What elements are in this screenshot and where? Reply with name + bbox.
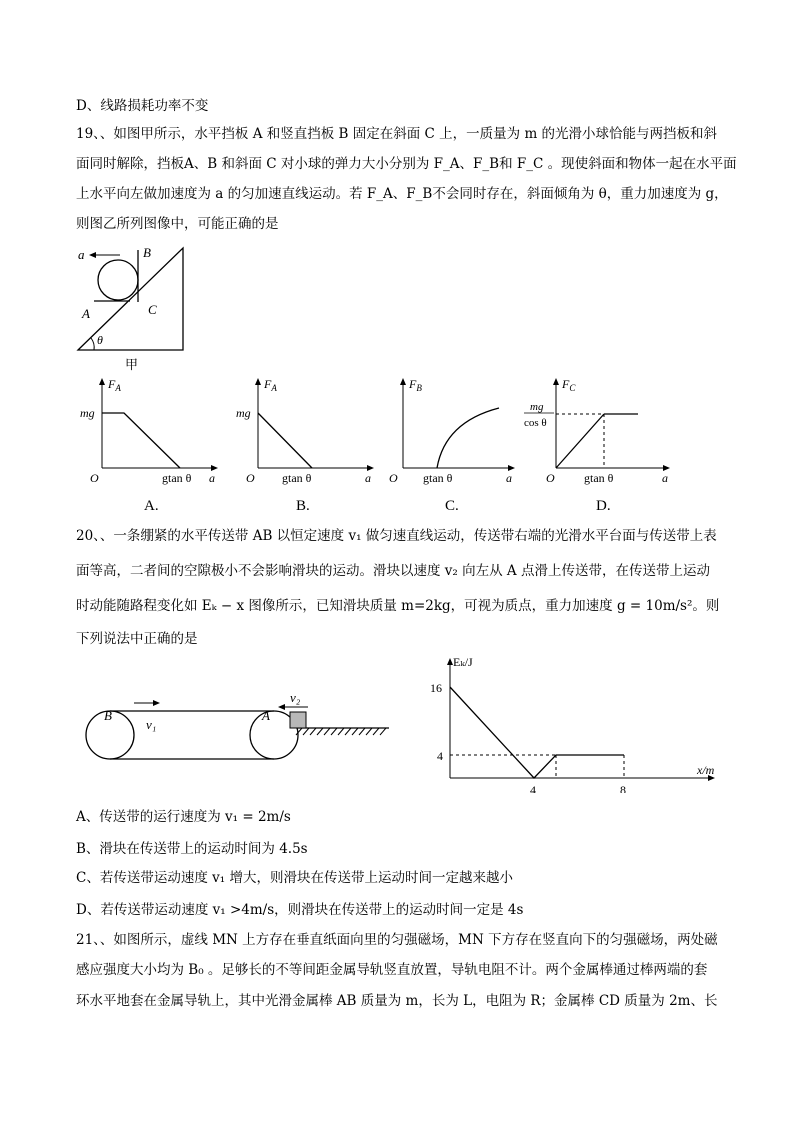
ek-tick-4: 4 <box>437 749 443 763</box>
slider-block <box>290 712 306 728</box>
option-a-label: A. <box>144 498 159 514</box>
q20-option-c: C、若传送带运动速度 v₁ 增大，则滑块在传送带上运动时间一定越来越小 <box>76 870 513 886</box>
q19-figure-jia <box>70 240 200 375</box>
q19-stem-line4: 则图乙所列图像中，可能正确的是 <box>76 216 279 232</box>
q20-option-d: D、若传送带运动速度 v₁ >4m/s，则滑块在传送带上的运动时间一定是 4s <box>76 902 524 918</box>
option-d-label: D. <box>596 498 611 514</box>
svg-text:O: O <box>546 471 555 485</box>
x-tick-4: 4 <box>530 783 536 793</box>
ek-ylabel: Eₖ/J <box>453 655 473 669</box>
svg-text:A: A <box>262 708 270 723</box>
q18-option-d: D、线路损耗功率不变 <box>76 98 209 114</box>
q20-option-a: A、传送带的运行速度为 v₁ = 2m/s <box>76 809 291 825</box>
svg-text:mg: mg <box>236 406 251 420</box>
ek-tick-16: 16 <box>430 681 442 695</box>
fig-label-theta: θ <box>97 333 103 347</box>
fig-caption: 甲 <box>125 357 139 372</box>
svg-text:a: a <box>662 471 668 485</box>
svg-text:v₁: v₁ <box>146 717 157 732</box>
svg-text:a: a <box>506 471 512 485</box>
svg-text:O: O <box>389 471 398 485</box>
q19-graph-a <box>76 372 226 517</box>
q19-stem-line2: 面同时解除，挡板A、B 和斜面 C 对小球的弹力大小分别为 F_A、F_B和 F_C 。现使斜面和物体一起在水平面 <box>76 156 737 172</box>
svg-text:cos θ: cos θ <box>524 417 547 429</box>
q19-stem-line3: 上水平向左做加速度为 a 的匀加速直线运动。若 F_A、F_B不会同时存在，斜面倾角为 θ，重力加速度为 g， <box>76 186 728 202</box>
graph-d-ylabel: $F_C$ <box>562 377 576 393</box>
graph-c-ylabel: $F_B$ <box>409 377 422 393</box>
x-tick-8: 8 <box>620 783 626 793</box>
svg-text:gtan θ: gtan θ <box>162 471 192 485</box>
fig-label-a: a <box>78 247 85 262</box>
q21-stem-line1: 21、、如图所示，虚线 MN 上方存在垂直纸面向里的匀强磁场，MN 下方存在竖直向下的匀强磁场，两处磁 <box>76 932 718 948</box>
svg-text:gtan θ: gtan θ <box>282 471 312 485</box>
q21-stem-line3: 环水平地套在金属导轨上，其中光滑金属棒 AB 质量为 m，长为 L，电阻为 R；金属棒 CD 质量为 2m、长 <box>76 993 718 1009</box>
q19-stem-line1: 19、、如图甲所示，水平挡板 A 和竖直挡板 B 固定在斜面 C 上，一质量为 m 的光滑小球恰能与两挡板和斜 <box>76 126 718 142</box>
svg-text:mg: mg <box>80 406 95 420</box>
q20-ek-x-graph <box>425 648 735 793</box>
svg-text:O: O <box>246 471 255 485</box>
svg-text:B: B <box>104 708 112 723</box>
q21-stem-line2: 感应强度大小均为 B₀ 。足够长的不等间距金属导轨竖直放置，导轨电阻不计。两个金属棒通过棒两端的套 <box>76 962 708 978</box>
option-c-label: C. <box>445 498 459 514</box>
svg-text:a: a <box>365 471 371 485</box>
fig-label-a-board: A <box>82 306 90 321</box>
x-axis-label: x/m <box>697 763 715 777</box>
q20-stem-line2: 面等高，二者间的空隙极小不会影响滑块的运动。滑块以速度 v₂ 向左从 A 点滑上传送带，在传送带上运动 <box>76 563 710 579</box>
q19-graph-c <box>383 372 533 517</box>
option-b-label: B. <box>296 498 310 514</box>
fig-label-b: B <box>143 245 151 260</box>
graph-b-ylabel: $F_A$ <box>264 377 277 393</box>
q20-option-b: B、滑块在传送带上的运动时间为 4.5s <box>76 841 308 857</box>
svg-text:v₂: v₂ <box>290 690 301 705</box>
svg-text:mg: mg <box>530 401 544 413</box>
svg-text:a: a <box>209 471 215 485</box>
svg-text:O: O <box>90 471 99 485</box>
q20-conveyor-figure <box>76 685 396 775</box>
fig-label-c: C <box>148 302 157 317</box>
svg-text:gtan θ: gtan θ <box>584 471 614 485</box>
q19-graph-d <box>520 372 680 517</box>
q19-graph-b <box>232 372 382 517</box>
q20-stem-line4: 下列说法中正确的是 <box>76 631 198 647</box>
svg-text:gtan θ: gtan θ <box>423 471 453 485</box>
q20-stem-line1: 20、、一条绷紧的水平传送带 AB 以恒定速度 v₁ 做匀速直线运动，传送带右端的光滑水平台面与传送带上表 <box>76 528 717 544</box>
graph-a-ylabel: $F_A$ <box>108 377 121 393</box>
q20-stem-line3: 时动能随路程变化如 Eₖ − x 图像所示，已知滑块质量 m=2kg，可视为质点，重力加速度 g = 10m/s²。则 <box>76 598 720 614</box>
